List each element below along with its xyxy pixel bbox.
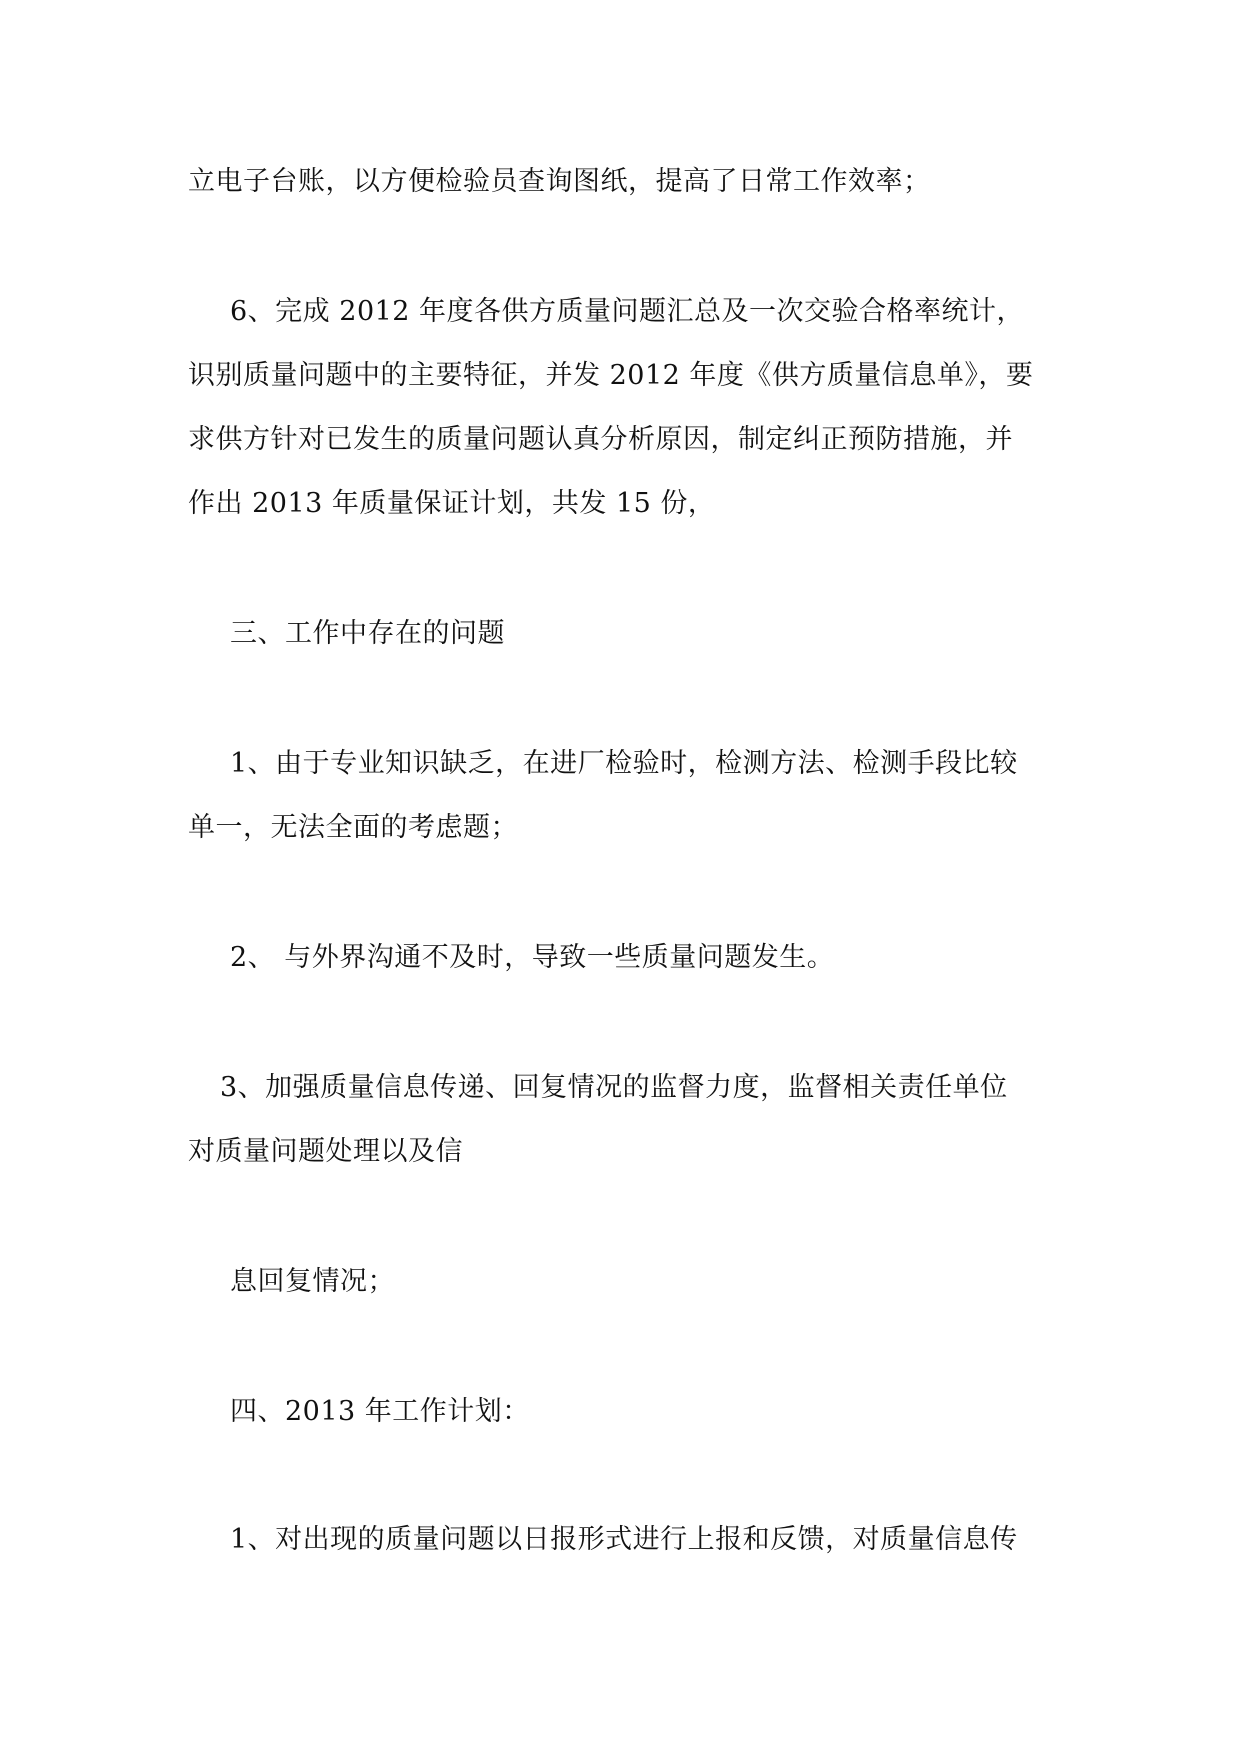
- text-line: 单一，无法全面的考虑题；: [188, 812, 518, 843]
- section-heading-4: 四、2013 年工作计划：: [230, 1396, 530, 1427]
- text-line: 作出 2013 年质量保证计划，共发 15 份，: [188, 488, 716, 519]
- text-line: 息回复情况；: [230, 1266, 395, 1297]
- list-item-1: 1、对出现的质量问题以日报形式进行上报和反馈，对质量信息传: [230, 1524, 1018, 1555]
- list-item-1: 1、由于专业知识缺乏，在进厂检验时，检测方法、检测手段比较: [230, 748, 1018, 779]
- list-item-2: 2、 与外界沟通不及时，导致一些质量问题发生。: [230, 942, 835, 973]
- text-line: 对质量问题处理以及信: [188, 1136, 463, 1167]
- section-heading-3: 三、工作中存在的问题: [230, 618, 505, 649]
- list-item-3: 3、加强质量信息传递、回复情况的监督力度，监督相关责任单位: [220, 1072, 1008, 1103]
- text-line: 求供方针对已发生的质量问题认真分析原因，制定纠正预防措施，并: [188, 424, 1013, 455]
- list-item-6: 6、完成 2012 年度各供方质量问题汇总及一次交验合格率统计，: [230, 296, 1025, 327]
- text-line: 识别质量问题中的主要特征，并发 2012 年度《供方质量信息单》，要: [188, 360, 1034, 391]
- text-line: 立电子台账，以方便检验员查询图纸，提高了日常工作效率；: [188, 166, 931, 197]
